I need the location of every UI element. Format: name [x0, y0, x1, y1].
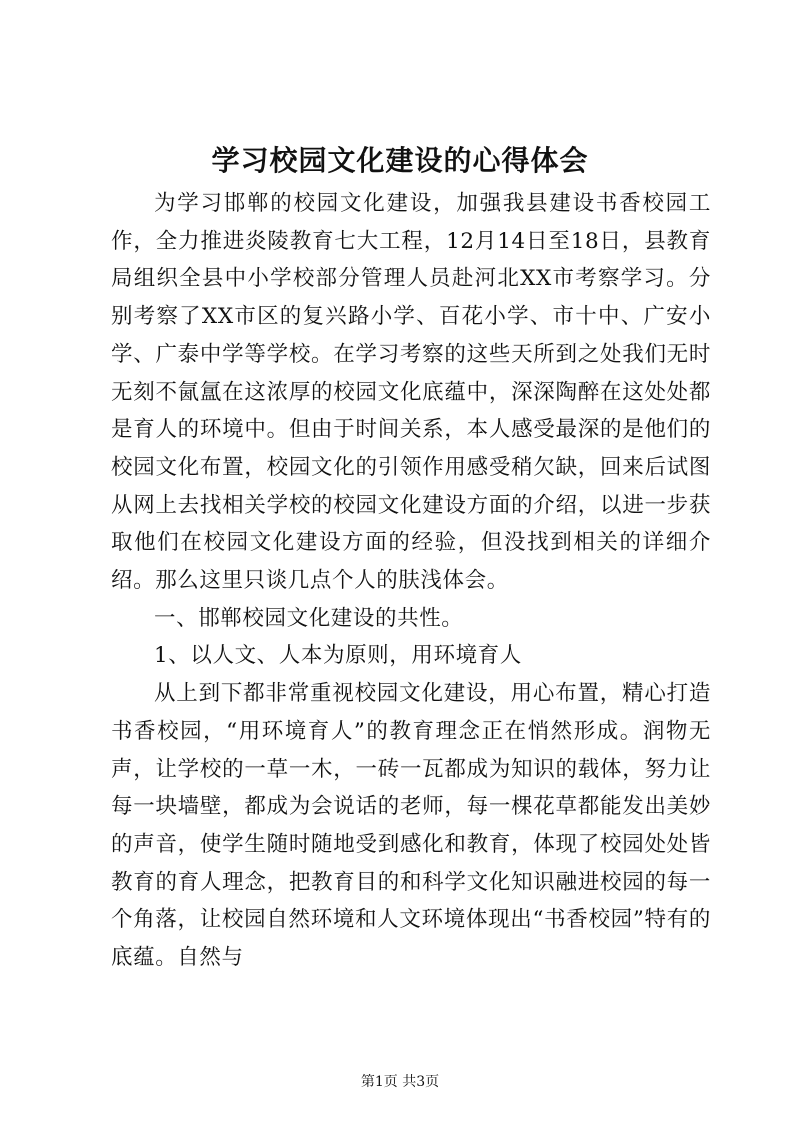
subsection-heading: 1、以人文、人本为原则，用环境育人 [154, 643, 522, 669]
document-title: 学习校园文化建设的心得体会 [211, 144, 589, 177]
page-number-footer: 第1页 共3页 [360, 1074, 440, 1090]
paragraph-environment: 从上到下都非常重视校园文化建设，用心布置，精心打造书香校园，“用环境育人”的教育理念正在悄然形成。润物无声，让学校的一草一木，一砖一瓦都成为知识的载体，努力让每一块墙壁，都成为会说话的老师，每一棵花草都能发出美妙的声音，使学生随时随地受到感化和教育，体现了校园处处皆教育的育人理念，把教育目的和科学文化知识融进校园的每一个角落，让校园自然环境和人文环境体现出“书香校园”特有的底蕴。自然与 [111, 681, 711, 971]
document-body [111, 185, 711, 977]
paragraph-intro: 为学习邯郸的校园文化建设，加强我县建设书香校园工作，全力推进炎陵教育七大工程，12月14日至18日，县教育局组织全县中小学校部分管理人员赴河北XX市考察学习。分别考察了XX市区的复兴路小学、百花小学、市十中、广安小学、广泰中学等学校。在学习考察的这些天所到之处我们无时无刻不氤氲在这浓厚的校园文化底蕴中，深深陶醉在这处处都是育人的环境中。但由于时间关系，本人感受最深的是他们的校园文化布置，校园文化的引领作用感受稍欠缺，回来后试图从网上去找相关学校的校园文化建设方面的介绍，以进一步获取他们在校园文化建设方面的经验，但没找到相关的详细介绍。那么这里只谈几点个人的肤浅体会。 [111, 191, 711, 594]
section-heading: 一、邯郸校园文化建设的共性。 [154, 605, 464, 631]
